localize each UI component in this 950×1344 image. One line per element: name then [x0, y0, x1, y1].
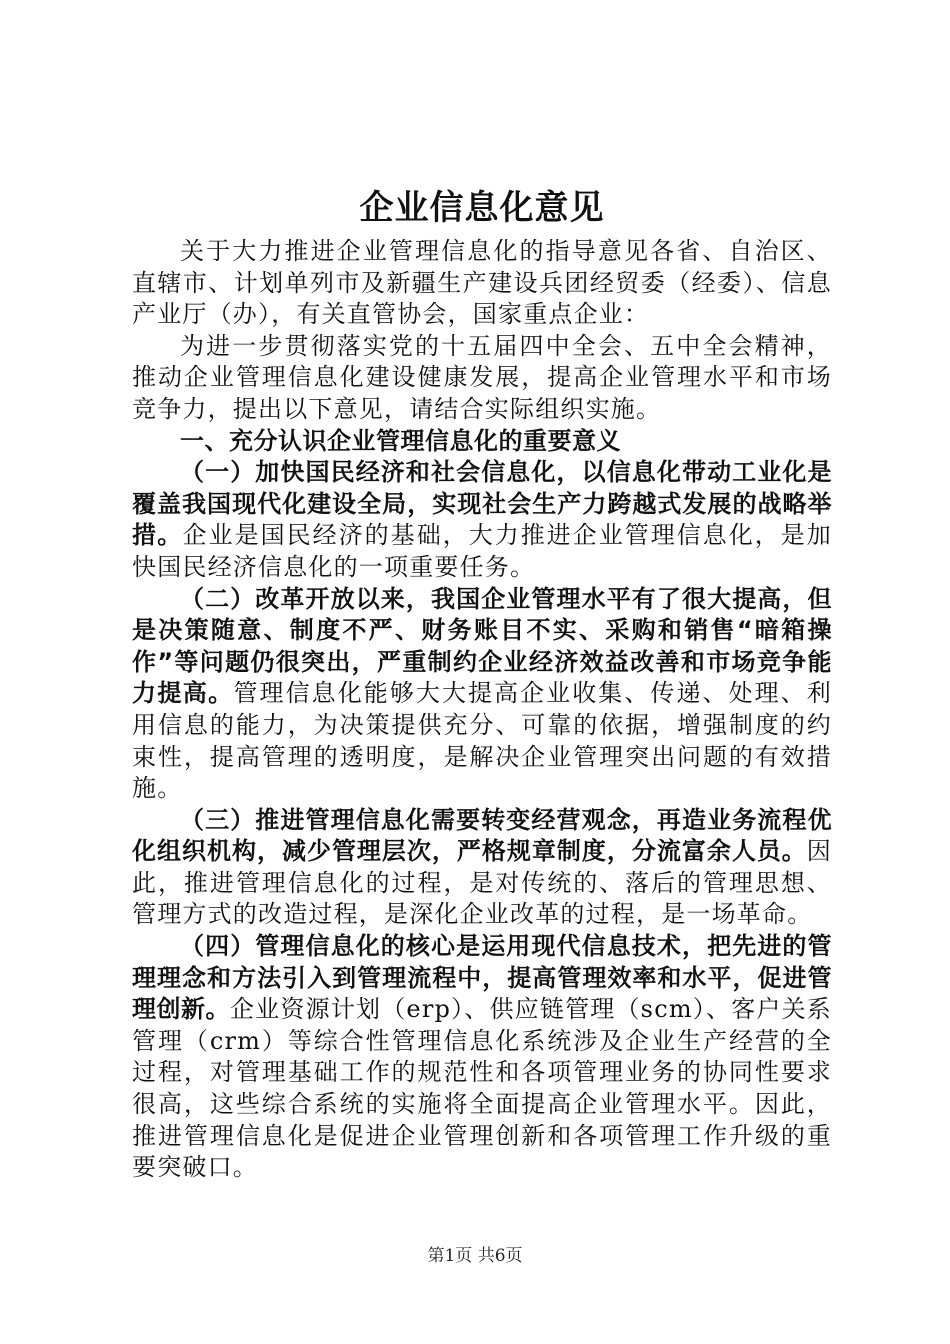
- document-title: 企业信息化意见: [359, 188, 605, 228]
- item-body: 因此，推进管理信息化的过程，是对传统的、落后的管理思想、管理方式的改造过程，是深化企业改革的过程，是一场革命。: [132, 837, 832, 929]
- item-body: 企业资源计划（erp）、供应链管理（scm）、客户关系管理（crm）等综合性管理信息化系统涉及企业生产经营的全过程，对管理基础工作的规范性和各项管理业务的协同性要求很高，这些综合系统的实施将全面提高企业管理水平。因此，推进管理信息化是促进企业管理创新和各项管理工作升级的重要突破口。: [132, 995, 833, 1182]
- page-number-footer: 第1页 共6页: [427, 1246, 523, 1266]
- intro-paragraph: 为进一步贯彻落实党的十五届四中全会、五中全会精神，推动企业管理信息化建设健康发展，提高企业管理水平和市场竞争力，提出以下意见，请结合实际组织实施。: [132, 331, 832, 423]
- section-heading: 一、充分认识企业管理信息化的重要意义: [180, 426, 621, 455]
- intro-paragraph: 关于大力推进企业管理信息化的指导意见各省、自治区、直辖市、计划单列市及新疆生产建设兵团经贸委（经委）、信息产业厅（办），有关直管协会，国家重点企业：: [132, 237, 832, 329]
- item-paragraph: [132, 805, 832, 931]
- item-paragraph: [132, 931, 832, 1184]
- item-lead: （一）加快国民经济和社会信息化，以信息化带动工业化是覆盖我国现代化建设全局，实现社会生产力跨越式发展的战略举措。: [132, 458, 832, 550]
- item-paragraph: [132, 457, 832, 583]
- document-page: [132, 182, 832, 1184]
- item-body: 企业是国民经济的基础，大力推进企业管理信息化，是加快国民经济信息化的一项重要任务。: [132, 521, 833, 581]
- item-paragraph: [132, 584, 832, 805]
- item-body: 管理信息化能够大大提高企业收集、传递、处理、利用信息的能力，为决策提供充分、可靠的依据，增强制度的约束性，提高管理的透明度，是解决企业管理突出问题的有效措施。: [132, 679, 832, 803]
- item-lead: （二）改革开放以来，我国企业管理水平有了很大提高，但是决策随意、制度不严、财务账目不实、采购和销售“暗箱操作”等问题仍很突出，严重制约企业经济效益改善和市场竞争能力提高。: [132, 584, 832, 708]
- item-lead: （三）推进管理信息化需要转变经营观念，再造业务流程优化组织机构，减少管理层次，严格规章制度，分流富余人员。: [132, 805, 832, 866]
- item-lead: （四）管理信息化的核心是运用现代信息技术，把先进的管理理念和方法引入到管理流程中，提高管理效率和水平，促进管理创新。: [132, 932, 832, 1024]
